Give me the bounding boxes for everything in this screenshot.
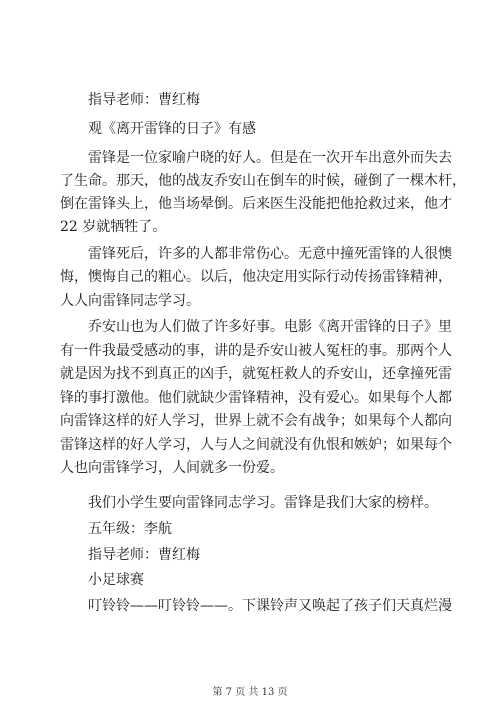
text-line: 了生命。那天，他的战友乔安山在倒车的时候，碰倒了一棵木杆， <box>60 173 466 189</box>
text-line: 向雷锋这样的好人学习，世界上就不会有战争；如果每个人都向 <box>60 413 452 429</box>
text-line: 雷锋是一位家喻户晓的好人。但是在一次开车出意外而失去 <box>88 150 452 166</box>
text-line: 叮铃铃——叮铃铃——。下课铃声又唤起了孩子们天真烂漫 <box>88 598 452 614</box>
text-line: 指导老师：曹红梅 <box>88 92 200 108</box>
text-line: 我们小学生要向雷锋同志学习。雷锋是我们大家的榜样。 <box>88 495 438 511</box>
text-line: 指导老师：曹红梅 <box>88 547 200 563</box>
text-line: 五年级：李航 <box>88 521 172 537</box>
text-line: 锋的事打激他。他们就缺少雷锋精神，没有爱心。如果每个人都 <box>60 390 452 406</box>
text-line: 22 岁就牺牲了。 <box>60 219 167 235</box>
text-line: 观《离开雷锋的日子》有感 <box>88 121 256 137</box>
text-line: 雷锋这样的好人学习，人与人之间就没有仇恨和嫉妒；如果每个 <box>60 437 452 453</box>
text-line: 倒在雷锋头上，他当场晕倒。后来医生没能把他抢救过来，他才 <box>60 196 452 212</box>
text-line: 人人向雷锋同志学习。 <box>60 293 200 309</box>
text-line: 人也向雷锋学习，人间就多一份爱。 <box>60 460 284 476</box>
text-line: 悔，懊悔自己的粗心。以后，他决定用实际行动传扬雷锋精神， <box>60 269 452 285</box>
text-line: 有一件我最受感动的事，讲的是乔安山被人冤枉的事。那两个人 <box>60 343 452 359</box>
text-line: 就是因为找不到真正的凶手，就冤枉救人的乔安山，还拿撞死雷 <box>60 366 452 382</box>
text-line: 乔安山也为人们做了许多好事。电影《离开雷锋的日子》里 <box>88 319 452 335</box>
page-number: 第 7 页 共 13 页 <box>212 687 288 698</box>
page-footer <box>0 683 500 698</box>
text-line: 小足球赛 <box>88 572 144 588</box>
text-line: 雷锋死后，许多的人都非常伤心。无意中撞死雷锋的人很懊 <box>88 246 452 262</box>
